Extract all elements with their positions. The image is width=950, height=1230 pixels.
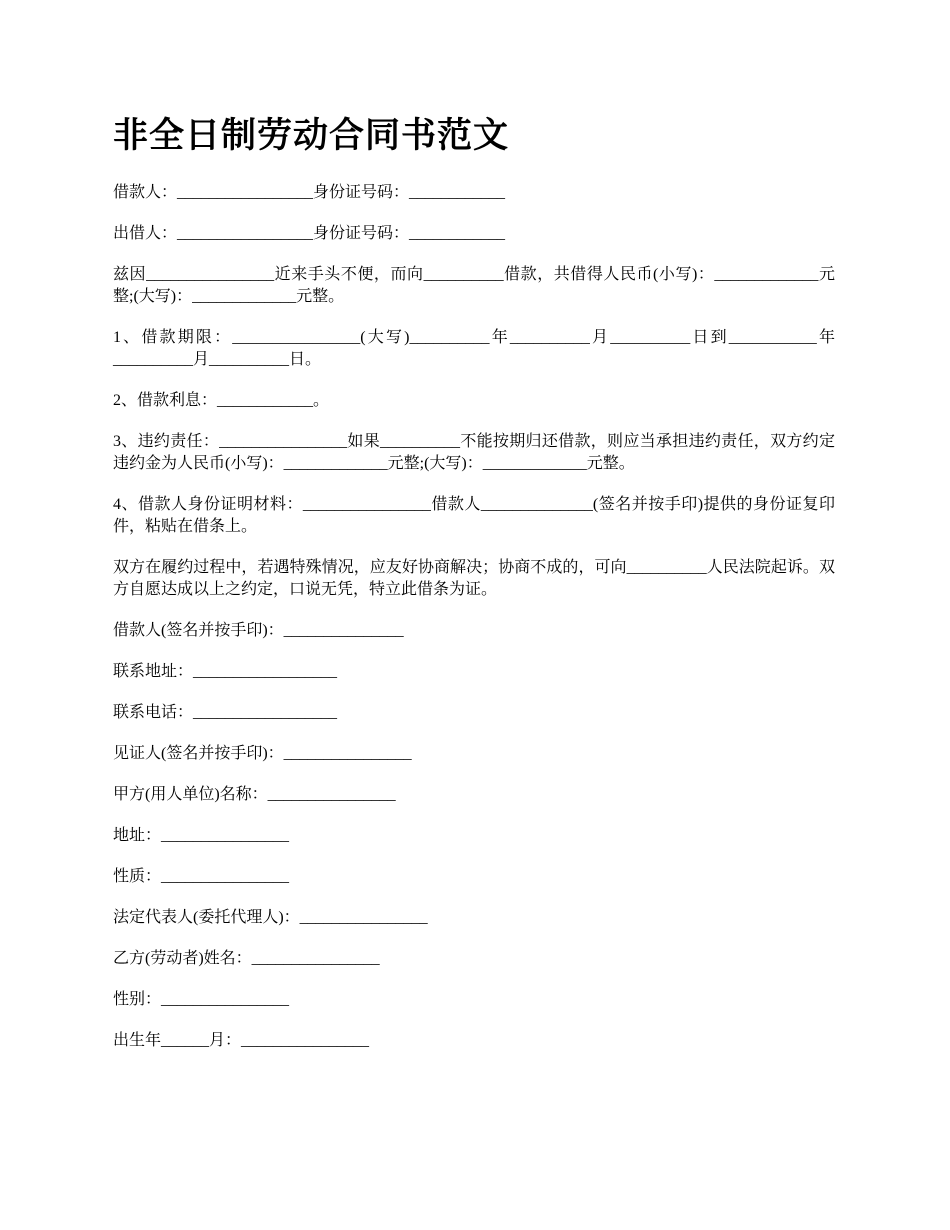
document-page <box>113 112 835 1071</box>
loan-term-paragraph: 1、借款期限：________________(大写)__________年__________月__________日到___________年__________月__________日。 <box>113 329 835 368</box>
breach-liability-paragraph: 3、违约责任：________________如果__________不能按期归还借款，则应当承担违约责任，双方约定违约金为人民币(小写)：_____________元整;(大写)：_____________元整。 <box>113 433 835 472</box>
loan-reason-paragraph: 兹因________________近来手头不便，而向__________借款，共借得人民币(小写)：_____________元整;(大写)：_____________元整。 <box>113 266 835 305</box>
birth-date-line: 出生年______月：________________ <box>113 1032 370 1049</box>
witness-signature-line: 见证人(签名并按手印)：________________ <box>113 745 412 762</box>
loan-interest-line: 2、借款利息：____________。 <box>113 392 330 409</box>
borrower-signature-line: 借款人(签名并按手印)：_______________ <box>113 622 404 639</box>
id-materials-paragraph: 4、借款人身份证明材料：________________借款人______________(签名并按手印)提供的身份证复印件，粘贴在借条上。 <box>113 496 835 535</box>
legal-representative-line: 法定代表人(委托代理人)：________________ <box>113 909 428 926</box>
nature-line: 性质：________________ <box>113 868 290 885</box>
contact-phone-line: 联系电话：__________________ <box>113 704 338 721</box>
dispute-resolution-paragraph: 双方在履约过程中，若遇特殊情况，应友好协商解决；协商不成的，可向__________人民法院起诉。双方自愿达成以上之约定，口说无凭，特立此借条为证。 <box>113 559 835 598</box>
document-title: 非全日制劳动合同书范文 <box>113 115 510 156</box>
contact-address-line: 联系地址：__________________ <box>113 663 338 680</box>
address-line: 地址：________________ <box>113 827 290 844</box>
borrower-line: 借款人：_________________身份证号码：____________ <box>113 184 506 201</box>
lender-line: 出借人：_________________身份证号码：____________ <box>113 225 506 242</box>
party-a-name-line: 甲方(用人单位)名称：________________ <box>113 786 396 803</box>
party-b-name-line: 乙方(劳动者)姓名：________________ <box>113 950 380 967</box>
gender-line: 性别：________________ <box>113 991 290 1008</box>
